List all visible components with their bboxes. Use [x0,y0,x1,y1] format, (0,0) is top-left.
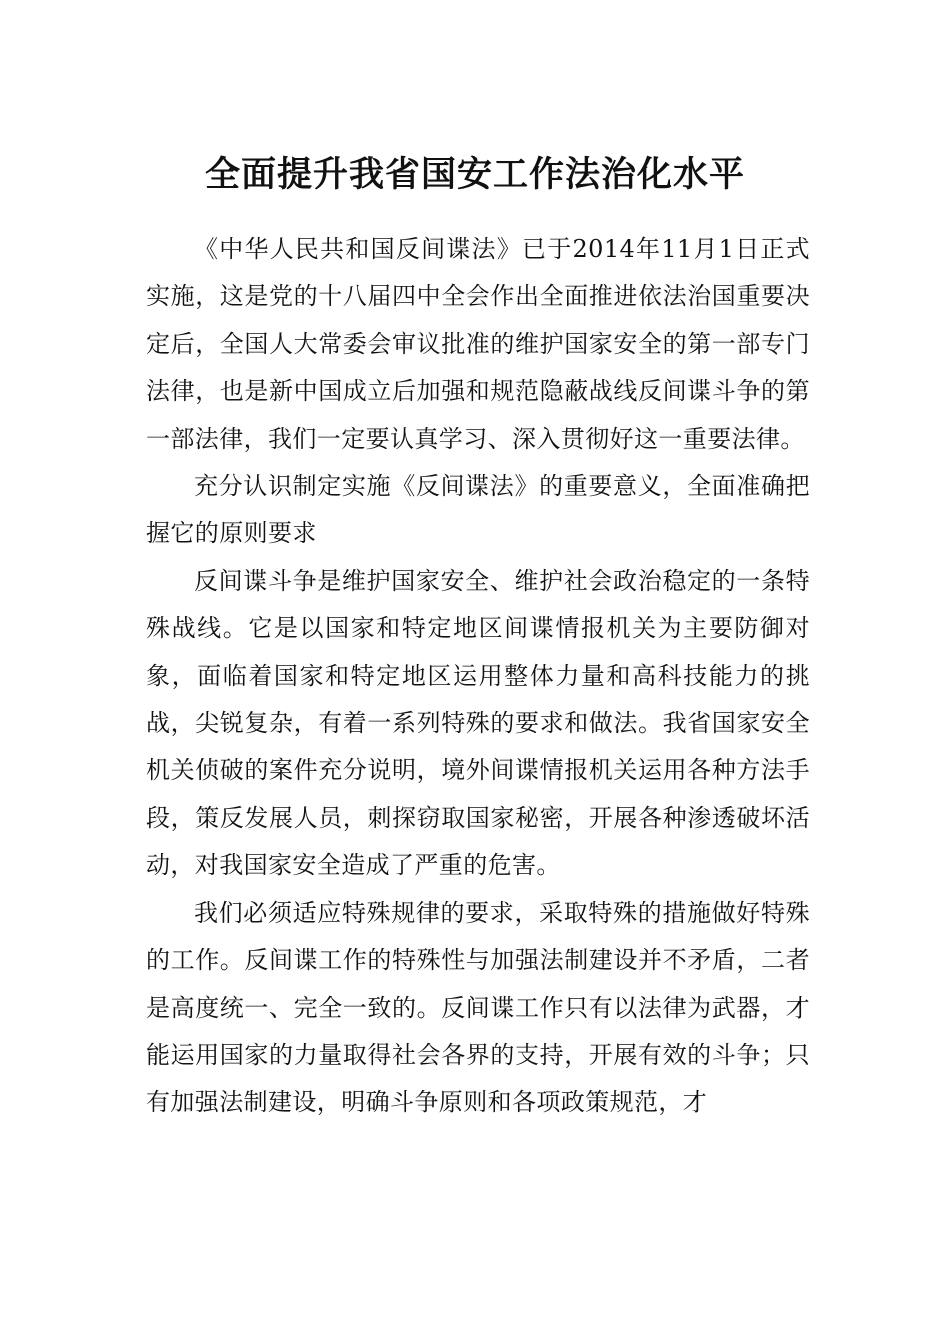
paragraph-2: 充分认识制定实施《反间谍法》的重要意义，全面准确把握它的原则要求 [146,472,810,548]
document-title: 全面提升我省国安工作法治化水平 [204,155,745,196]
paragraph-4: 我们必须适应特殊规律的要求，采取特殊的措施做好特殊的工作。反间谍工作的特殊性与加强法制建设并不矛盾，二者是高度统一、完全一致的。反间谍工作只有以法律为武器，才能运用国家的力量取得社会各界的支持，开展有效的斗争；只有加强法制建设，明确斗争原则和各项政策规范，才 [146,898,810,1117]
paragraph-3: 反间谍斗争是维护国家安全、维护社会政治稳定的一条特殊战线。它是以国家和特定地区间谍情报机关为主要防御对象，面临着国家和特定地区运用整体力量和高科技能力的挑战，尖锐复杂，有着一系列特殊的要求和做法。我省国家安全机关侦破的案件充分说明，境外间谍情报机关运用各种方法手段，策反发展人员，刺探窃取国家秘密，开展各种渗透破坏活动，对我国家安全造成了严重的危害。 [146,566,810,880]
document-body [146,226,810,1127]
paragraph-1: 《中华人民共和国反间谍法》已于2014年11月1日正式实施，这是党的十八届四中全会作出全面推进依法治国重要决定后，全国人大常委会审议批准的维护国家安全的第一部专门法律，也是新中国成立后加强和规范隐蔽战线反间谍斗争的第一部法律，我们一定要认真学习、深入贯彻好这一重要法律。 [146,235,810,453]
